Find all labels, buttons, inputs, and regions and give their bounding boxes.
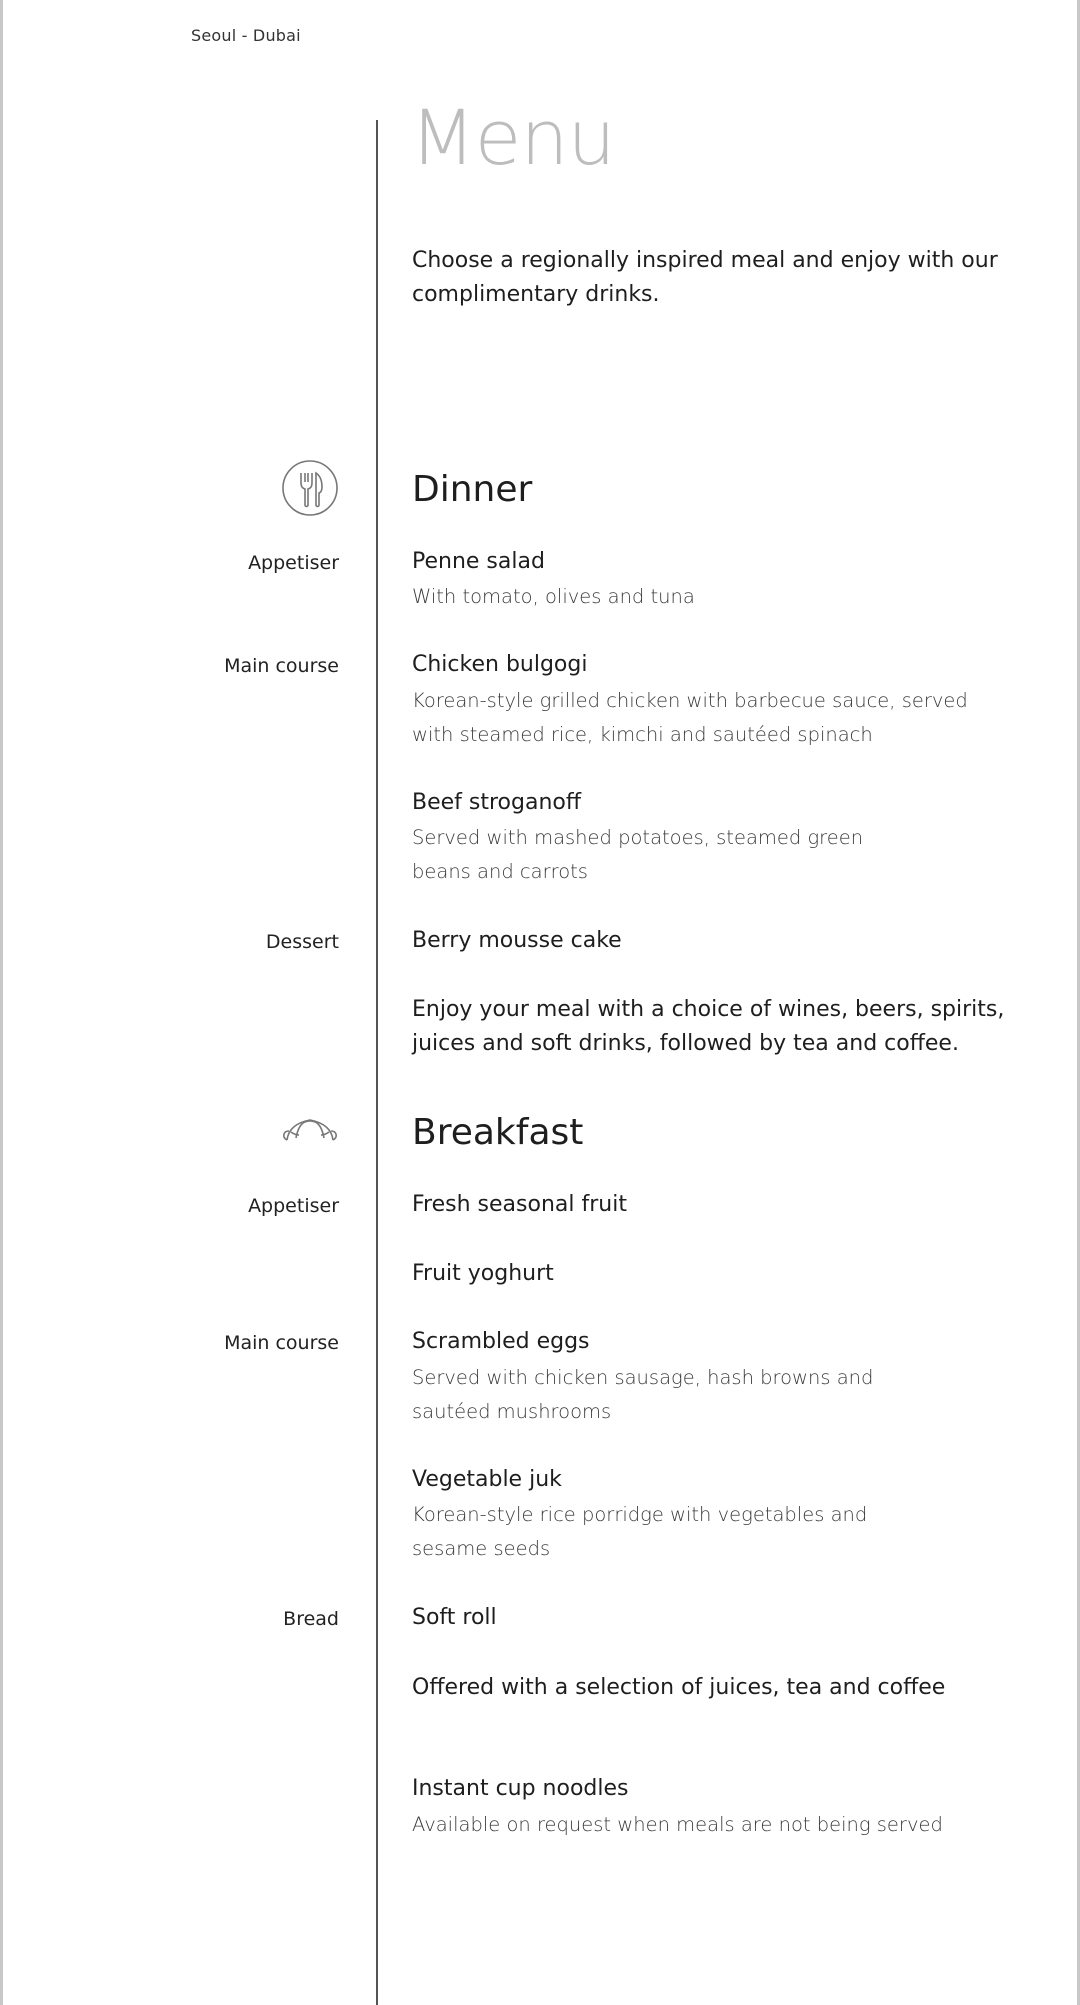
menu-item-name: Chicken bulgogi: [412, 652, 588, 677]
croissant-icon: [281, 1108, 339, 1148]
menu-item-name: Fruit yoghurt: [412, 1261, 554, 1286]
menu-item-desc: Available on request when meals are not being served: [412, 1813, 943, 1836]
menu-item-desc: Korean-style grilled chicken with barbecue sauce, served with steamed rice, kimchi and sautéed spinach: [412, 689, 968, 746]
route-label: Seoul - Dubai: [191, 26, 301, 45]
menu-item-name: Fresh seasonal fruit: [412, 1192, 627, 1217]
menu-item-name: Berry mousse cake: [412, 928, 622, 953]
menu-item-name: Penne salad: [412, 549, 545, 574]
page-title: Menu: [410, 93, 615, 182]
menu-item-desc: With tomato, olives and tuna: [412, 585, 695, 608]
label-bread: Bread: [283, 1608, 339, 1630]
menu-item-desc: Served with mashed potatoes, steamed green beans and carrots: [412, 826, 864, 883]
menu-item-name: Vegetable juk: [412, 1467, 562, 1492]
label-appetiser: Appetiser: [248, 1195, 339, 1217]
cutlery-plate-icon: [281, 459, 339, 517]
label-appetiser: Appetiser: [248, 552, 339, 574]
menu-item-desc: Served with chicken sausage, hash browns and sautéed mushrooms: [412, 1366, 874, 1423]
vertical-divider: [376, 120, 378, 2005]
label-dessert: Dessert: [265, 931, 339, 953]
menu-item-name: Beef stroganoff: [412, 790, 582, 815]
label-main-course: Main course: [224, 1332, 339, 1354]
menu-item-name: Instant cup noodles: [412, 1776, 629, 1801]
section-title-dinner: Dinner: [412, 469, 533, 510]
drinks-note: Enjoy your meal with a choice of wines, beers, spirits, juices and soft drinks, followed by tea and coffee.: [412, 997, 1005, 1056]
drinks-note: Offered with a selection of juices, tea and coffee: [412, 1675, 946, 1700]
menu-item-name: Scrambled eggs: [412, 1329, 590, 1354]
menu-item-name: Soft roll: [412, 1605, 497, 1630]
intro-text: Choose a regionally inspired meal and enjoy with our complimentary drinks.: [412, 248, 998, 307]
label-main-course: Main course: [224, 655, 339, 677]
menu-item-desc: Korean-style rice porridge with vegetables and sesame seeds: [412, 1503, 868, 1560]
section-title-breakfast: Breakfast: [412, 1112, 584, 1153]
